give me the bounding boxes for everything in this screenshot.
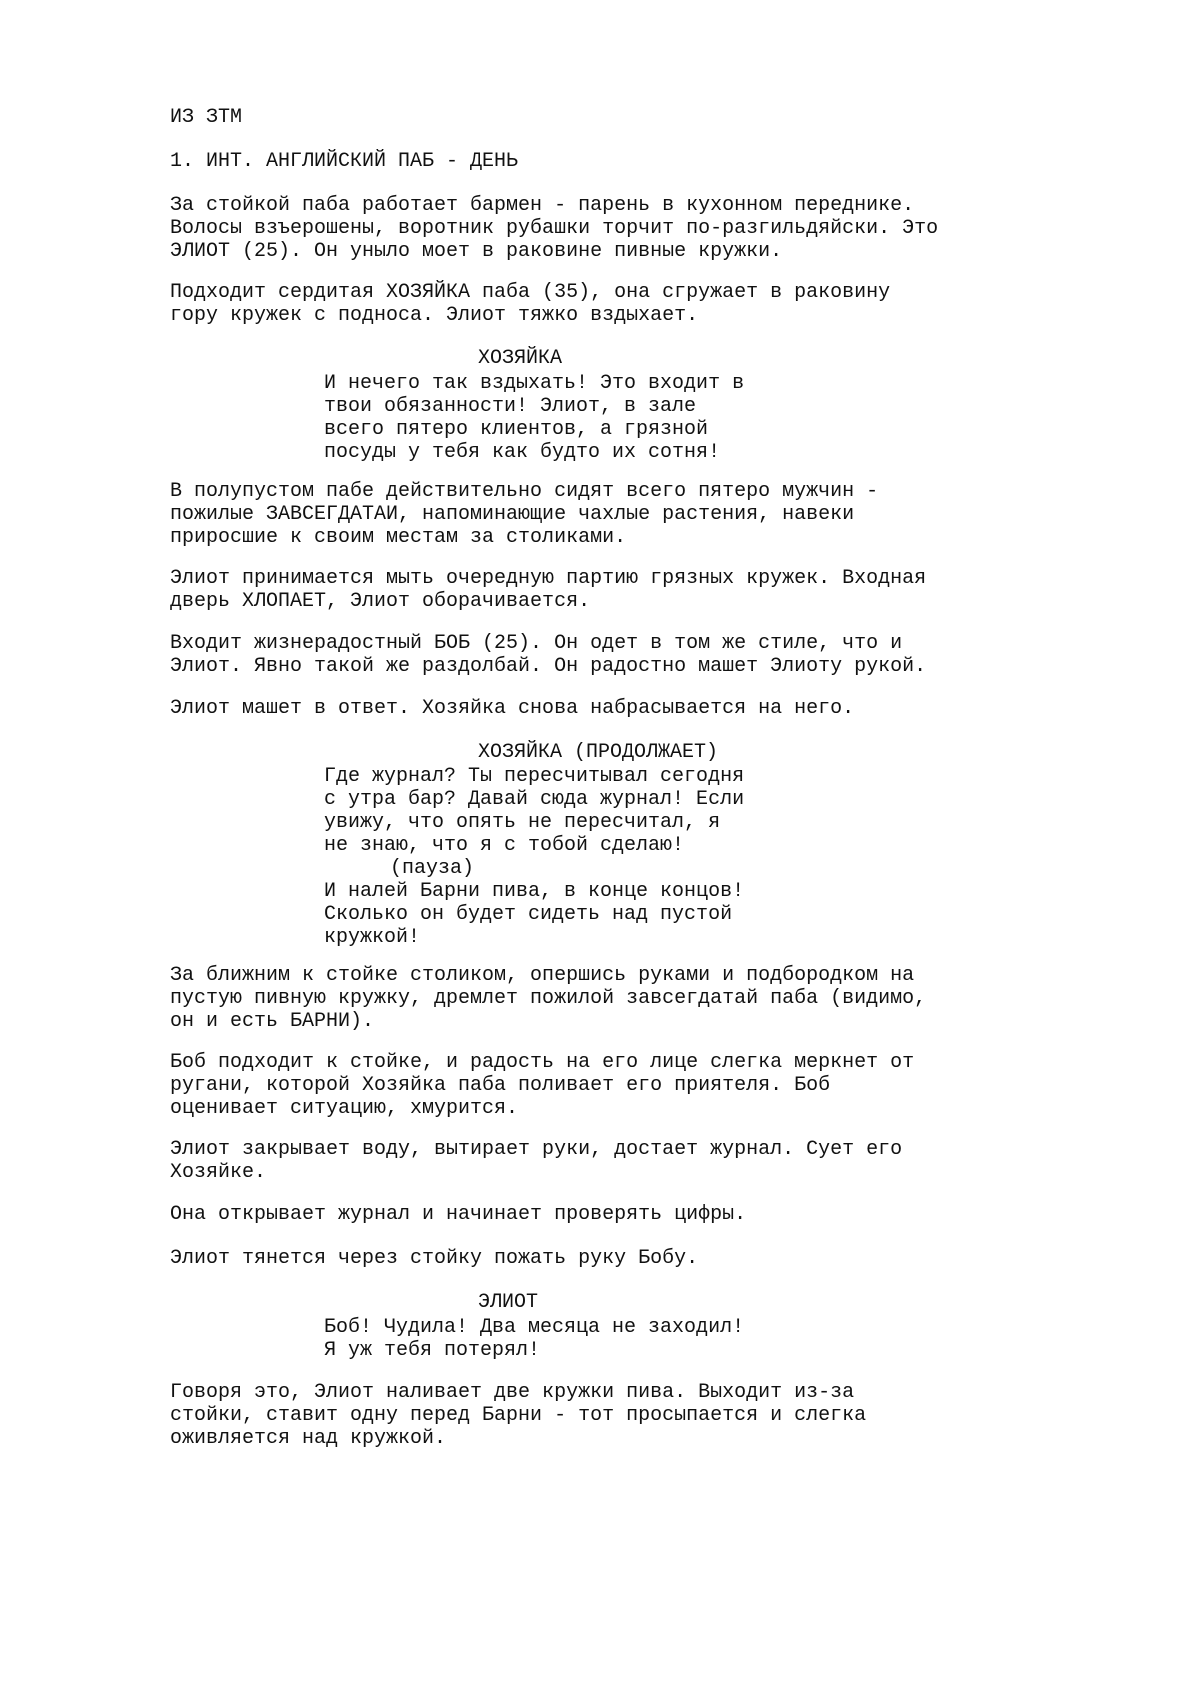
dialogue-lines: И налей Барни пива, в конце концов! Сколько он будет сидеть над пустой кружкой! <box>324 880 745 949</box>
action-paragraph: В полупустом пабе действительно сидят всего пятеро мужчин - пожилые ЗАВСЕГДАТАИ, напоминающие чахлые растения, навеки приросшие к своим местам за столиками. <box>170 480 879 549</box>
action-paragraph: За стойкой паба работает бармен - парень в кухонном переднике. Волосы взъерошены, воротник рубашки торчит по-разгильдяйски. Это ЭЛИОТ (25). Он уныло моет в раковине пивные кружки. <box>170 194 939 263</box>
action-paragraph: Элиот принимается мыть очередную партию грязных кружек. Входная дверь ХЛОПАЕТ, Элиот оборачивается. <box>170 567 927 613</box>
action-paragraph: Подходит сердитая ХОЗЯЙКА паба (35), она сгружает в раковину гору кружек с подноса. Элиот тяжко вздыхает. <box>170 281 891 327</box>
dialogue-lines: Боб! Чудила! Два месяца не заходил! Я уж тебя потерял! <box>324 1316 745 1362</box>
dialogue-lines: И нечего так вздыхать! Это входит в твои обязанности! Элиот, в зале всего пятеро клиентов, а грязной посуды у тебя как будто их сотня! <box>324 372 745 464</box>
action-paragraph: За ближним к стойке столиком, опершись руками и подбородком на пустую пивную кружку, дремлет пожилой завсегдатай паба (видимо, он и есть БАРНИ). <box>170 964 927 1033</box>
action-paragraph: Элиот закрывает воду, вытирает руки, достает журнал. Сует его Хозяйке. <box>170 1138 903 1184</box>
action-paragraph: Она открывает журнал и начинает проверять цифры. <box>170 1203 747 1226</box>
dialogue-lines: Где журнал? Ты пересчитывал сегодня с утра бар? Давай сюда журнал! Если увижу, что опять не пересчитал, я не знаю, что я с тобой сделаю! <box>324 765 745 857</box>
transition-fade-in: ИЗ ЗТМ <box>170 106 243 129</box>
action-paragraph: Говоря это, Элиот наливает две кружки пива. Выходит из-за стойки, ставит одну перед Барни - тот просыпается и слегка оживляется над кружкой. <box>170 1381 867 1450</box>
parenthetical: (пауза) <box>390 857 475 880</box>
action-paragraph: Боб подходит к стойке, и радость на его лице слегка меркнет от ругани, которой Хозяйка паба поливает его приятеля. Боб оценивает ситуацию, хмурится. <box>170 1051 915 1120</box>
character-name: ХОЗЯЙКА <box>478 347 563 370</box>
action-paragraph: Элиот машет в ответ. Хозяйка снова набрасывается на него. <box>170 697 855 720</box>
dialogue-block <box>324 1316 884 1362</box>
action-paragraph: Входит жизнерадостный БОБ (25). Он одет в том же стиле, что и Элиот. Явно такой же раздолбай. Он радостно машет Элиоту рукой. <box>170 632 927 678</box>
scene-heading: 1. ИНТ. АНГЛИЙСКИЙ ПАБ - ДЕНЬ <box>170 150 519 173</box>
dialogue-block <box>324 372 884 464</box>
action-paragraph: Элиот тянется через стойку пожать руку Бобу. <box>170 1247 699 1270</box>
character-name: ЭЛИОТ <box>478 1291 539 1314</box>
character-name: ХОЗЯЙКА (ПРОДОЛЖАЕТ) <box>478 741 719 764</box>
dialogue-block <box>324 765 884 949</box>
